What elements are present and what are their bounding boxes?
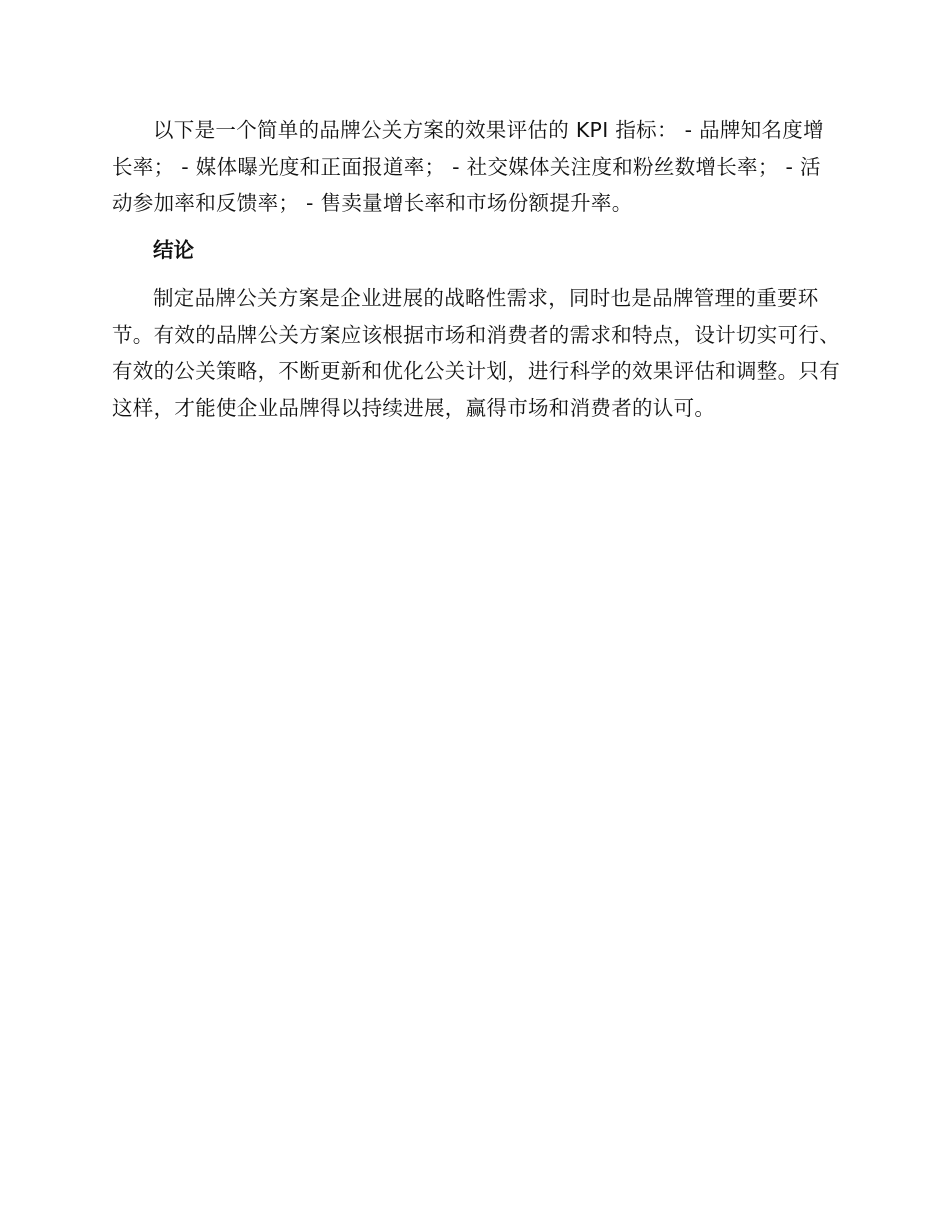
document-page xyxy=(112,112,840,426)
kpi-paragraph: 以下是一个简单的品牌公关方案的效果评估的 KPI 指标： - 品牌知名度增长率； - 媒体曝光度和正面报道率； - 社交媒体关注度和粉丝数增长率； - 活动参加率和反馈率； - 售卖量增长率和市场份额提升率。 xyxy=(112,118,824,215)
conclusion-heading: 结论 xyxy=(153,237,194,262)
conclusion-paragraph: 制定品牌公关方案是企业进展的战略性需求，同时也是品牌管理的重要环节。有效的品牌公关方案应该根据市场和消费者的需求和特点，设计切实可行、有效的公关策略，不断更新和优化公关计划，进行科学的效果评估和调整。只有这样，才能使企业品牌得以持续进展，赢得市场和消费者的认可。 xyxy=(112,286,840,420)
